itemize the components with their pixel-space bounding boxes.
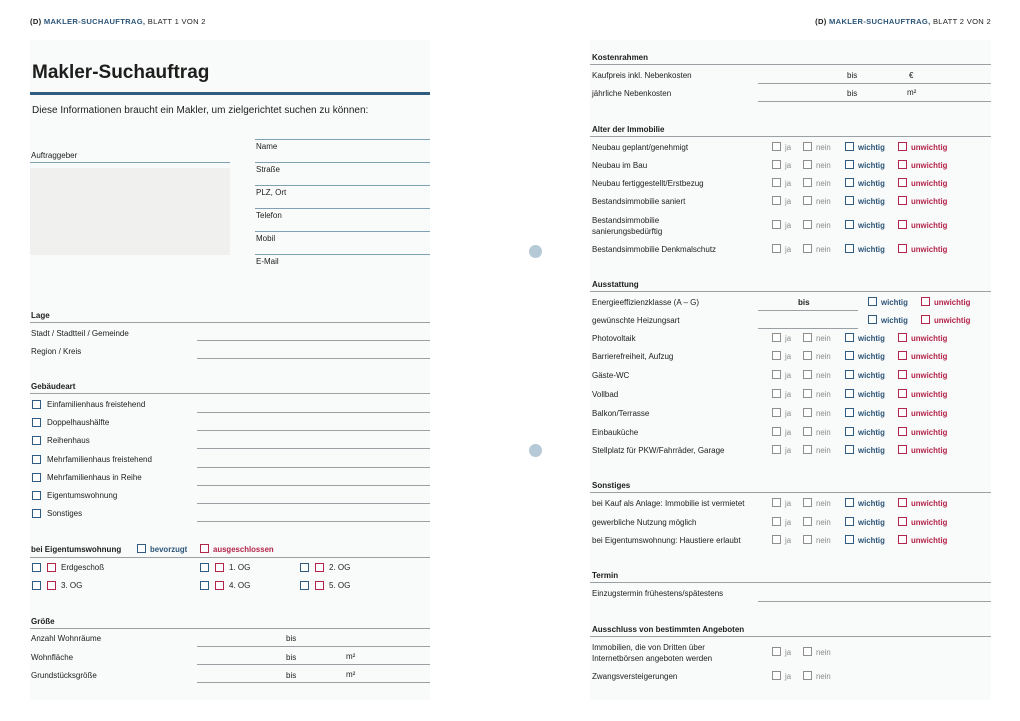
unit-label: m² [346,652,356,661]
checkbox-sonstiges[interactable] [32,509,41,518]
nein-label: nein [816,428,831,437]
ja-label: ja [785,245,792,254]
divider [590,636,991,637]
checkbox-unwichtig[interactable] [898,389,907,398]
checkbox-mfh-reihe[interactable] [32,473,41,482]
unwichtig-label: unwichtig [911,371,948,380]
checkbox-ja[interactable] [772,445,781,454]
move-in-field[interactable] [758,601,991,602]
ja-label: ja [785,428,792,437]
wichtig-label: wichtig [881,316,908,325]
wichtig-label: wichtig [858,371,885,380]
divider [30,162,230,163]
checkbox-wichtig[interactable] [845,535,854,544]
checkbox-nein[interactable] [803,498,812,507]
heating-field[interactable] [758,328,858,329]
row-label: Neubau im Bau [592,161,648,170]
divider [197,412,430,413]
checkbox-wichtig[interactable] [845,178,854,187]
ja-label: ja [785,197,792,206]
checkbox-nein[interactable] [803,671,812,680]
floor-label: 3. OG [61,581,83,590]
checkbox-nein[interactable] [803,351,812,360]
checkbox-unwichtig[interactable] [898,408,907,417]
unwichtig-label: unwichtig [934,298,971,307]
unwichtig-label: unwichtig [911,352,948,361]
rooms-label: Anzahl Wohnräume [31,634,102,643]
costs-label: jährliche Nebenkosten [592,89,672,98]
row-label: bei Eigentumswohnung: Haustiere erlaubt [592,536,741,545]
living-area-field[interactable] [197,664,430,665]
checkbox-wichtig[interactable] [845,244,854,253]
wichtig-label: wichtig [858,390,885,399]
ja-label: ja [785,390,792,399]
unwichtig-label: unwichtig [911,390,948,399]
floor-label: Erdgeschoß [61,563,105,572]
checkbox-unwichtig[interactable] [898,427,907,436]
nein-label: nein [816,446,831,455]
lage-heading: Lage [31,311,50,320]
page-header-left [30,17,206,26]
checkbox-efh[interactable] [32,400,41,409]
wichtig-label: wichtig [858,499,885,508]
unwichtig-label: unwichtig [934,316,971,325]
floor-label: 2. OG [329,563,351,572]
divider [197,485,430,486]
checkbox-ja[interactable] [772,427,781,436]
row-label: Immobilien, die von Dritten über Internetbörsen angeboten werden [592,643,713,663]
divider [30,393,430,394]
checkbox-5og-bevorzugt[interactable] [300,581,309,590]
checkbox-5og-ausgeschlossen[interactable] [315,581,324,590]
checkbox-ja[interactable] [772,196,781,205]
bis-label: bis [286,634,297,643]
row-label: Photovoltaik [592,334,636,343]
price-label: Kaufpreis inkl. Nebenkosten [592,71,692,80]
ja-label: ja [785,352,792,361]
option-label: Sonstiges [47,509,83,518]
title-rule [30,92,430,95]
checkbox-wichtig[interactable] [845,333,854,342]
bis-label: bis [286,653,297,662]
unwichtig-label: unwichtig [911,143,948,152]
nein-label: nein [816,536,831,545]
header-sheet: BLATT 1 VON 2 [147,17,206,26]
groesse-heading: Größe [31,617,55,626]
nein-label: nein [816,499,831,508]
unwichtig-label: unwichtig [911,221,948,230]
header-prefix: (D) [815,17,827,26]
checkbox-eg-ausgeschlossen[interactable] [47,563,56,572]
nein-label: nein [816,518,831,527]
divider [590,492,991,493]
ja-label: ja [785,143,792,152]
checkbox-nein[interactable] [803,220,812,229]
nein-label: nein [816,371,831,380]
row-label: Vollbad [592,390,619,399]
checkbox-unwichtig[interactable] [921,297,930,306]
city-field[interactable] [197,340,430,341]
wichtig-label: wichtig [858,352,885,361]
checkbox-rh[interactable] [32,436,41,445]
divider [590,136,991,137]
ja-label: ja [785,334,792,343]
zip-city-field[interactable] [255,208,430,209]
sonstiges-field[interactable] [197,521,430,522]
checkbox-nein[interactable] [803,427,812,436]
ja-label: ja [785,221,792,230]
unwichtig-label: unwichtig [911,161,948,170]
checkbox-wichtig[interactable] [845,196,854,205]
heating-label: gewünschte Heizungsart [592,316,680,325]
checkbox-3og-bevorzugt[interactable] [32,581,41,590]
checkbox-unwichtig[interactable] [921,315,930,324]
wichtig-label: wichtig [858,428,885,437]
nein-label: nein [816,352,831,361]
nein-label: nein [816,334,831,343]
checkbox-ja[interactable] [772,160,781,169]
phone-field[interactable] [255,231,430,232]
unit-label: m² [907,88,917,97]
wichtig-label: wichtig [858,334,885,343]
checkbox-bevorzugt-legend [137,544,146,553]
energy-field[interactable] [758,310,858,311]
city-label: Stadt / Stadtteil / Gemeinde [31,329,129,338]
wichtig-label: wichtig [858,536,885,545]
checkbox-unwichtig[interactable] [898,244,907,253]
ja-label: ja [785,179,792,188]
checkbox-ja[interactable] [772,244,781,253]
nein-label: nein [816,221,831,230]
ja-label: ja [785,446,792,455]
unit-label: € [909,71,914,80]
checkbox-etw[interactable] [32,491,41,500]
zip-city-label: PLZ, Ort [256,188,287,197]
divider [590,64,991,65]
row-label: gewerbliche Nutzung möglich [592,518,697,527]
checkbox-nein[interactable] [803,333,812,342]
ja-label: ja [785,161,792,170]
checkbox-ja[interactable] [772,408,781,417]
bis-label: bis [798,298,810,307]
ja-label: ja [785,499,792,508]
checkbox-wichtig[interactable] [845,445,854,454]
costs-field[interactable] [758,101,991,102]
checkbox-nein[interactable] [803,160,812,169]
option-label: Doppelhaushälfte [47,418,110,427]
wichtig-label: wichtig [858,221,885,230]
checkbox-wichtig[interactable] [845,408,854,417]
wichtig-label: wichtig [858,143,885,152]
unwichtig-label: unwichtig [911,245,948,254]
nein-label: nein [816,409,831,418]
divider [590,582,991,583]
binder-hole [529,444,542,457]
checkbox-ja[interactable] [772,333,781,342]
row-label: Bestandsimmobilie saniert [592,197,686,206]
divider [197,448,430,449]
unwichtig-label: unwichtig [911,446,948,455]
checkbox-wichtig[interactable] [845,498,854,507]
binder-hole [529,245,542,258]
wichtig-label: wichtig [858,446,885,455]
ja-label: ja [785,536,792,545]
checkbox-unwichtig[interactable] [898,445,907,454]
divider [197,503,430,504]
nein-label: nein [816,143,831,152]
bis-label: bis [286,671,297,680]
row-label: Neubau geplant/genehmigt [592,143,689,152]
checkbox-ja[interactable] [772,647,781,656]
floor-label: 4. OG [229,581,251,590]
checkbox-ja[interactable] [772,671,781,680]
wichtig-label: wichtig [858,197,885,206]
row-label: Balkon/Terrasse [592,409,650,418]
checkbox-nein[interactable] [803,647,812,656]
checkbox-mfh[interactable] [32,455,41,464]
row-label: Einbauküche [592,428,639,437]
bis-label: bis [847,71,858,80]
divider [590,291,991,292]
checkbox-4og-bevorzugt[interactable] [200,581,209,590]
checkbox-ja[interactable] [772,178,781,187]
checkbox-4og-ausgeschlossen[interactable] [215,581,224,590]
nein-label: nein [816,672,831,681]
living-area-label: Wohnfläche [31,653,74,662]
checkbox-wichtig[interactable] [845,517,854,526]
nein-label: nein [816,390,831,399]
floor-label: 1. OG [229,563,251,572]
checkbox-nein[interactable] [803,142,812,151]
move-in-label: Einzugstermin frühestens/spätestens [592,589,724,598]
wichtig-label: wichtig [858,518,885,527]
unwichtig-label: unwichtig [911,428,948,437]
nein-label: nein [816,245,831,254]
nein-label: nein [816,648,831,657]
energy-label: Energieeffizienzklasse (A – G) [592,298,700,307]
intro-text: Diese Informationen braucht ein Makler, um zielgerichtet suchen zu können: [32,105,369,116]
checkbox-wichtig[interactable] [868,297,877,306]
checkbox-unwichtig[interactable] [898,498,907,507]
row-label: Zwangsversteigerungen [592,672,678,681]
checkbox-nein[interactable] [803,408,812,417]
checkbox-nein[interactable] [803,535,812,544]
wichtig-label: wichtig [858,179,885,188]
row-label: bei Kauf als Anlage: Immobilie ist vermietet [592,499,745,508]
checkbox-wichtig[interactable] [845,427,854,436]
checkbox-unwichtig[interactable] [898,220,907,229]
page-header-right [815,17,991,26]
client-address-box[interactable] [30,168,230,255]
nein-label: nein [816,197,831,206]
checkbox-unwichtig[interactable] [898,196,907,205]
checkbox-nein[interactable] [803,445,812,454]
checkbox-wichtig[interactable] [845,389,854,398]
divider [197,467,430,468]
unwichtig-label: unwichtig [911,197,948,206]
checkbox-wichtig[interactable] [845,220,854,229]
ja-label: ja [785,518,792,527]
checkbox-unwichtig[interactable] [898,351,907,360]
row-label: Stellplatz für PKW/Fahrräder, Garage [592,446,725,455]
unwichtig-label: unwichtig [911,536,948,545]
nein-label: nein [816,179,831,188]
checkbox-unwichtig[interactable] [898,333,907,342]
checkbox-nein[interactable] [803,178,812,187]
rooms-field[interactable] [197,646,430,647]
wichtig-label: wichtig [858,245,885,254]
ausschluss-heading: Ausschluss von bestimmten Angeboten [592,625,745,634]
option-label: Mehrfamilienhaus in Reihe [47,473,142,482]
nein-label: nein [816,161,831,170]
header-title: MAKLER-SUCHAUFTRAG, [43,17,146,26]
checkbox-wichtig[interactable] [845,370,854,379]
header-title: MAKLER-SUCHAUFTRAG, [829,17,931,26]
unwichtig-label: unwichtig [911,409,948,418]
ja-label: ja [785,371,792,380]
option-label: Einfamilienhaus freistehend [47,400,146,409]
row-label: Bestandsimmobilie sanierungsbedürftig [592,216,663,236]
bevorzugt-label: bevorzugt [150,545,188,554]
checkbox-ja[interactable] [772,142,781,151]
divider [30,322,430,323]
checkbox-ausgeschlossen-legend [200,544,209,553]
divider [30,628,430,629]
email-label: E-Mail [256,257,279,266]
checkbox-wichtig[interactable] [845,160,854,169]
page-title: Makler-Suchauftrag [32,62,210,83]
checkbox-nein[interactable] [803,517,812,526]
divider [197,430,430,431]
unit-label: m² [346,670,356,679]
street-field[interactable] [255,185,430,186]
checkbox-wichtig[interactable] [845,142,854,151]
plot-size-label: Grundstücksgröße [31,671,97,680]
street-label: Straße [256,165,281,174]
header-prefix: (D) [30,17,42,26]
checkbox-ja[interactable] [772,370,781,379]
checkbox-1og-bevorzugt[interactable] [200,563,209,572]
bis-label: bis [847,89,858,98]
plot-size-field[interactable] [197,682,430,683]
checkbox-unwichtig[interactable] [898,160,907,169]
mobile-label: Mobil [256,234,276,243]
option-label: Eigentumswohnung [47,491,118,500]
checkbox-nein[interactable] [803,370,812,379]
checkbox-nein[interactable] [803,196,812,205]
checkbox-ja[interactable] [772,498,781,507]
gebaeudeart-heading: Gebäudeart [31,382,76,391]
row-label: Gäste-WC [592,371,630,380]
checkbox-unwichtig[interactable] [898,370,907,379]
wichtig-label: wichtig [858,161,885,170]
unwichtig-label: unwichtig [911,334,948,343]
mobile-field[interactable] [255,254,430,255]
checkbox-ja[interactable] [772,351,781,360]
etw-heading: bei Eigentumswohnung [31,545,122,554]
kosten-heading: Kostenrahmen [592,53,649,62]
ja-label: ja [785,648,792,657]
ja-label: ja [785,409,792,418]
unwichtig-label: unwichtig [911,518,948,527]
row-label: Bestandsimmobilie Denkmalschutz [592,245,717,254]
checkbox-unwichtig[interactable] [898,517,907,526]
divider [30,557,430,558]
wichtig-label: wichtig [858,409,885,418]
checkbox-3og-ausgeschlossen[interactable] [47,581,56,590]
checkbox-2og-bevorzugt[interactable] [300,563,309,572]
checkbox-dhh[interactable] [32,418,41,427]
checkbox-2og-ausgeschlossen[interactable] [315,563,324,572]
price-field[interactable] [758,83,991,84]
checkbox-eg-bevorzugt[interactable] [32,563,41,572]
checkbox-unwichtig[interactable] [898,535,907,544]
checkbox-ja[interactable] [772,535,781,544]
checkbox-1og-ausgeschlossen[interactable] [215,563,224,572]
checkbox-ja[interactable] [772,389,781,398]
checkbox-nein[interactable] [803,389,812,398]
unwichtig-label: unwichtig [911,179,948,188]
divider [255,139,430,140]
checkbox-wichtig[interactable] [845,351,854,360]
checkbox-wichtig[interactable] [868,315,877,324]
ausgeschlossen-label: ausgeschlossen [213,545,274,554]
name-label: Name [256,142,278,151]
ausstattung-heading: Ausstattung [592,280,639,289]
option-label: Reihenhaus [47,436,90,445]
row-label: Neubau fertiggestellt/Erstbezug [592,179,704,188]
checkbox-ja[interactable] [772,220,781,229]
alter-heading: Alter der Immobilie [592,125,665,134]
region-label: Region / Kreis [31,347,82,356]
checkbox-unwichtig[interactable] [898,142,907,151]
header-sheet: BLATT 2 VON 2 [932,17,991,26]
checkbox-nein[interactable] [803,244,812,253]
row-label: Barrierefreiheit, Aufzug [592,352,674,361]
unwichtig-label: unwichtig [911,499,948,508]
phone-label: Telefon [256,211,282,220]
name-field[interactable] [255,162,430,163]
termin-heading: Termin [592,571,619,580]
ja-label: ja [785,672,792,681]
checkbox-ja[interactable] [772,517,781,526]
checkbox-unwichtig[interactable] [898,178,907,187]
client-label: Auftraggeber [31,151,78,160]
floor-label: 5. OG [329,581,351,590]
region-field[interactable] [197,358,430,359]
option-label: Mehrfamilienhaus freistehend [47,455,152,464]
wichtig-label: wichtig [881,298,908,307]
sonstiges-heading: Sonstiges [592,481,631,490]
